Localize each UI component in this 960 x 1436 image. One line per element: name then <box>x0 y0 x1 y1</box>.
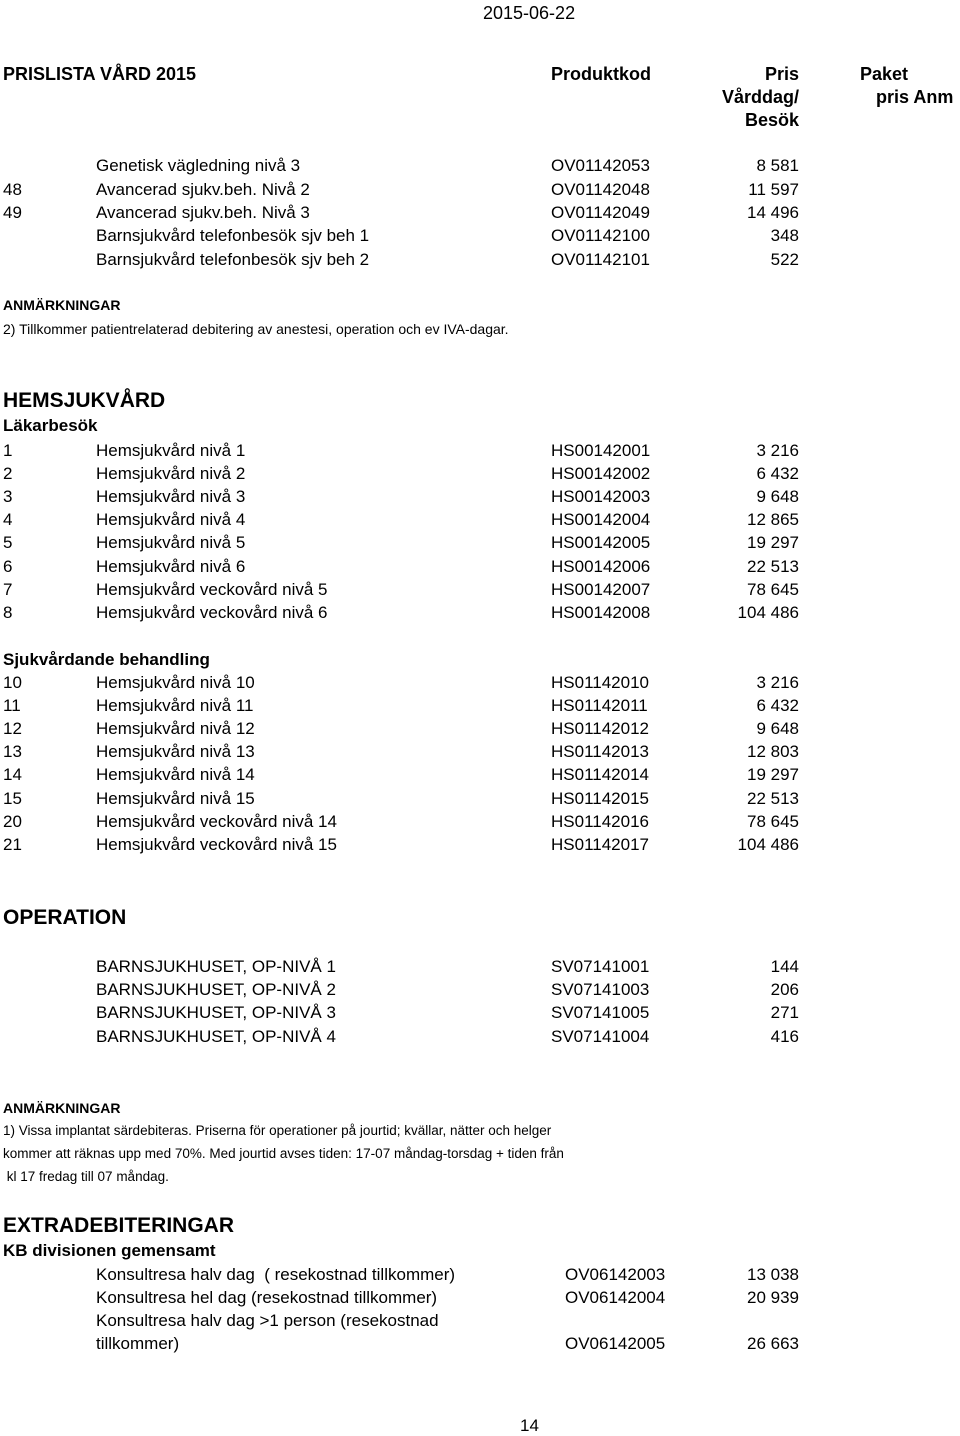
row-code: HS00142007 <box>551 580 651 599</box>
row-description: BARNSJUKHUSET, OP-NIVÅ 2 <box>96 980 336 999</box>
row-price: 26 663 <box>747 1334 799 1353</box>
table-row <box>0 580 960 603</box>
row-number: 11 <box>3 696 21 715</box>
row-price: 19 297 <box>747 533 799 552</box>
table-row <box>0 1334 960 1357</box>
row-description-line2: tillkommer) <box>96 1334 180 1353</box>
remarks-text-line1: 1) Vissa implantat särdebiteras. Priserna för operationer på jourtid; kvällar, nätter och helger <box>3 1123 552 1138</box>
column-header-pris-line3: Besök <box>744 110 799 130</box>
remarks-text-line3: kl 17 fredag till 07 måndag. <box>3 1169 169 1184</box>
section-heading-extradebiteringar: EXTRADEBITERINGAR <box>3 1214 235 1237</box>
table-row <box>0 835 960 858</box>
row-number: 10 <box>3 673 22 692</box>
row-price: 19 297 <box>747 765 799 784</box>
row-description: Hemsjukvård nivå 2 <box>96 464 246 483</box>
row-price: 104 486 <box>737 835 799 854</box>
row-code: HS01142017 <box>551 835 649 854</box>
table-row <box>0 1311 960 1334</box>
row-description: BARNSJUKHUSET, OP-NIVÅ 1 <box>96 957 336 976</box>
row-description: BARNSJUKHUSET, OP-NIVÅ 3 <box>96 1003 336 1022</box>
row-description: Hemsjukvård veckovård nivå 6 <box>96 603 328 622</box>
row-code: HS00142001 <box>551 441 651 460</box>
table-row <box>0 1265 960 1288</box>
row-number: 6 <box>3 557 13 576</box>
table-row <box>0 1003 960 1026</box>
row-code: HS00142002 <box>551 464 651 483</box>
row-description: BARNSJUKHUSET, OP-NIVÅ 4 <box>96 1027 336 1046</box>
table-row <box>0 1027 960 1050</box>
row-description: Avancerad sjukv.beh. Nivå 3 <box>96 203 310 222</box>
row-code: SV07141005 <box>551 1003 650 1022</box>
row-price: 144 <box>770 957 799 976</box>
table-row <box>0 719 960 742</box>
row-price: 271 <box>770 1003 799 1022</box>
row-description: Avancerad sjukv.beh. Nivå 2 <box>96 180 310 199</box>
row-price: 416 <box>770 1027 799 1046</box>
row-description: Hemsjukvård nivå 3 <box>96 487 246 506</box>
row-price: 13 038 <box>747 1265 799 1284</box>
row-description: Konsultresa hel dag (resekostnad tillkommer) <box>96 1288 438 1307</box>
row-code: HS01142011 <box>551 696 648 715</box>
row-price: 14 496 <box>747 203 799 222</box>
row-code: SV07141001 <box>551 957 650 976</box>
row-price: 522 <box>770 250 799 269</box>
row-number: 2 <box>3 464 13 483</box>
row-code: OV01142053 <box>551 156 650 175</box>
row-description: Genetisk vägledning nivå 3 <box>96 156 301 175</box>
table-row <box>0 180 960 203</box>
row-number: 3 <box>3 487 13 506</box>
row-code: HS00142005 <box>551 533 651 552</box>
table-row <box>0 464 960 487</box>
row-code: HS00142004 <box>551 510 651 529</box>
remarks-text-line2: kommer att räknas upp med 70%. Med jourtid avses tiden: 17-07 måndag-torsdag + tiden från <box>3 1146 564 1161</box>
column-header-paket: Paket <box>860 64 909 84</box>
table-row <box>0 673 960 696</box>
row-description: Hemsjukvård nivå 6 <box>96 557 246 576</box>
table-row <box>0 441 960 464</box>
row-code: OV01142101 <box>551 250 650 269</box>
row-description: Hemsjukvård nivå 12 <box>96 719 255 738</box>
row-code: HS00142006 <box>551 557 651 576</box>
row-price: 12 865 <box>747 510 799 529</box>
row-description: Hemsjukvård nivå 11 <box>96 696 254 715</box>
row-number: 7 <box>3 580 13 599</box>
row-number: 12 <box>3 719 22 738</box>
table-row <box>0 557 960 580</box>
row-number: 49 <box>3 203 22 222</box>
row-price: 12 803 <box>747 742 799 761</box>
row-number: 4 <box>3 510 13 529</box>
row-price: 9 648 <box>756 487 799 506</box>
row-price: 22 513 <box>747 789 799 808</box>
row-number: 8 <box>3 603 13 622</box>
column-header-paket-line2: pris Anm <box>876 87 954 107</box>
table-row <box>0 812 960 835</box>
row-description: Hemsjukvård veckovård nivå 15 <box>96 835 337 854</box>
row-code: OV06142005 <box>565 1334 666 1353</box>
row-number: 20 <box>3 812 22 831</box>
table-row <box>0 696 960 719</box>
row-code: HS01142013 <box>551 742 649 761</box>
table-row <box>0 533 960 556</box>
table-row <box>0 957 960 980</box>
row-price: 3 216 <box>756 673 799 692</box>
row-number: 48 <box>3 180 22 199</box>
table-row <box>0 156 960 179</box>
row-price: 6 432 <box>756 696 799 715</box>
row-number: 5 <box>3 533 13 552</box>
document-title: PRISLISTA VÅRD 2015 <box>3 64 197 84</box>
row-code: OV06142003 <box>565 1265 666 1284</box>
row-code: HS01142016 <box>551 812 649 831</box>
row-description: Hemsjukvård nivå 13 <box>96 742 255 761</box>
row-price: 206 <box>770 980 799 999</box>
row-code: HS01142015 <box>551 789 649 808</box>
row-price: 78 645 <box>747 580 799 599</box>
row-description: Hemsjukvård nivå 5 <box>96 533 246 552</box>
table-row <box>0 980 960 1003</box>
row-number: 15 <box>3 789 22 808</box>
section-heading-operation: OPERATION <box>3 906 127 929</box>
row-description: Hemsjukvård nivå 4 <box>96 510 246 529</box>
row-code: HS01142014 <box>551 765 649 784</box>
row-code: OV01142049 <box>551 203 650 222</box>
page-number: 14 <box>520 1416 539 1435</box>
row-price: 3 216 <box>756 441 799 460</box>
row-description: Hemsjukvård nivå 15 <box>96 789 255 808</box>
row-description: Hemsjukvård veckovård nivå 5 <box>96 580 328 599</box>
row-number: 13 <box>3 742 22 761</box>
row-description: Barnsjukvård telefonbesök sjv beh 1 <box>96 226 370 245</box>
row-code: SV07141004 <box>551 1027 650 1046</box>
row-price: 8 581 <box>756 156 799 175</box>
row-code: HS00142008 <box>551 603 651 622</box>
subsection-kb-divisionen: KB divisionen gemensamt <box>3 1241 216 1260</box>
row-number: 14 <box>3 765 22 784</box>
row-description: Konsultresa halv dag ( resekostnad tillkommer) <box>96 1265 456 1284</box>
row-price: 11 597 <box>748 180 799 199</box>
row-code: HS00142003 <box>551 487 651 506</box>
row-description-line1: Konsultresa halv dag >1 person (resekostnad <box>96 1311 439 1330</box>
row-price: 22 513 <box>747 557 799 576</box>
row-description: Hemsjukvård veckovård nivå 14 <box>96 812 337 831</box>
row-price: 104 486 <box>737 603 799 622</box>
table-row <box>0 203 960 226</box>
table-row <box>0 250 960 273</box>
row-description: Hemsjukvård nivå 10 <box>96 673 255 692</box>
row-price: 20 939 <box>747 1288 799 1307</box>
row-description: Hemsjukvård nivå 1 <box>96 441 246 460</box>
column-header-pris: Pris <box>764 64 799 84</box>
row-description: Barnsjukvård telefonbesök sjv beh 2 <box>96 250 370 269</box>
table-row <box>0 1288 960 1311</box>
remarks-text: 2) Tillkommer patientrelaterad debitering av anestesi, operation och ev IVA-dagar. <box>3 321 509 337</box>
subsection-lakarbesok: Läkarbesök <box>3 416 98 435</box>
row-code: OV01142048 <box>551 180 650 199</box>
table-row <box>0 603 960 626</box>
table-row <box>0 510 960 533</box>
table-row <box>0 742 960 765</box>
table-row <box>0 765 960 788</box>
column-header-pris-line2: Vårddag/ <box>721 87 799 107</box>
row-code: OV01142100 <box>551 226 650 245</box>
remarks-heading: ANMÄRKNINGAR <box>3 297 121 313</box>
table-row <box>0 226 960 249</box>
row-code: HS01142010 <box>551 673 649 692</box>
row-price: 78 645 <box>747 812 799 831</box>
row-number: 1 <box>3 441 13 460</box>
remarks-heading: ANMÄRKNINGAR <box>3 1100 121 1116</box>
row-price: 348 <box>770 226 799 245</box>
column-header-produktkod: Produktkod <box>551 64 652 84</box>
row-code: SV07141003 <box>551 980 650 999</box>
table-row <box>0 487 960 510</box>
row-description: Hemsjukvård nivå 14 <box>96 765 255 784</box>
row-code: HS01142012 <box>551 719 649 738</box>
subsection-sjukvardande-behandling: Sjukvårdande behandling <box>3 650 210 669</box>
row-price: 9 648 <box>756 719 799 738</box>
row-code: OV06142004 <box>565 1288 666 1307</box>
table-row <box>0 789 960 812</box>
page-date: 2015-06-22 <box>483 3 576 23</box>
row-price: 6 432 <box>756 464 799 483</box>
row-number: 21 <box>3 835 22 854</box>
section-heading-hemsjukvard: HEMSJUKVÅRD <box>3 389 166 412</box>
